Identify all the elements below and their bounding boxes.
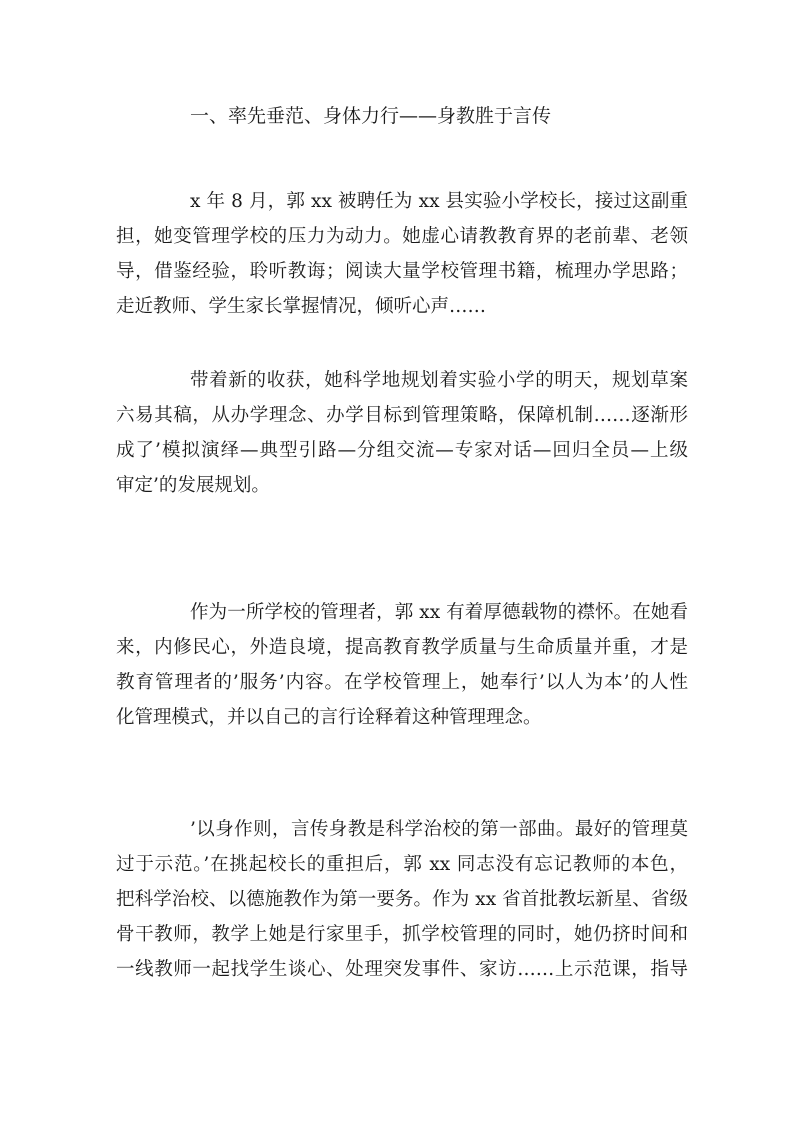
paragraph-line: 担，她变管理学校的压力为动力。她虚心请教教育界的老前辈、老领 (116, 226, 688, 247)
paragraph-line: 过于示范。’在挑起校长的重担后，郭 xx 同志没有忘记教师的本色， (116, 854, 688, 875)
section-heading: 一、率先垂范、身体力行——身教胜于言传 (190, 105, 552, 127)
paragraph-line: 来，内修民心，外造良境，提高教育教学质量与生命质量并重，才是 (116, 637, 688, 658)
paragraph-4 (116, 812, 688, 987)
paragraph-line: 化管理模式，并以自己的言行诠释着这种管理理念。 (116, 707, 542, 728)
paragraph-line: 成了’模拟演绎—典型引路—分组交流—专家对话—回归全员—上级 (116, 440, 688, 461)
paragraph-line: 作为一所学校的管理者，郭 xx 有着厚德载物的襟怀。在她看 (190, 602, 688, 623)
paragraph-line: 骨干教师，教学上她是行家里手，抓学校管理的同时，她仍挤时间和 (116, 924, 688, 945)
paragraph-line: 审定’的发展规划。 (116, 475, 270, 496)
paragraph-line: 教育管理者的’服务’内容。在学校管理上，她奉行’以人为本’的人性 (116, 672, 688, 693)
paragraph-2 (116, 363, 688, 503)
paragraph-line: 六易其稿，从办学理念、办学目标到管理策略，保障机制……逐渐形 (116, 405, 688, 426)
paragraph-line: 走近教师、学生家长掌握情况，倾听心声…… (116, 296, 487, 317)
paragraph-line: 一线教师一起找学生谈心、处理突发事件、家访……上示范课，指导 (116, 959, 688, 980)
paragraph-line: x 年 8 月，郭 xx 被聘任为 xx 县实验小学校长，接过这副重 (190, 191, 688, 212)
paragraph-line: 把科学治校、以德施教作为第一要务。作为 xx 省首批教坛新星、省级 (116, 889, 688, 910)
paragraph-line: 导，借鉴经验，聆听教诲；阅读大量学校管理书籍，梳理办学思路； (116, 261, 688, 282)
paragraph-3 (116, 595, 688, 735)
paragraph-line: 带着新的收获，她科学地规划着实验小学的明天，规划草案 (190, 370, 688, 391)
paragraph-line: ’以身作则，言传身教是科学治校的第一部曲。最好的管理莫 (190, 819, 688, 840)
paragraph-1 (116, 184, 688, 324)
